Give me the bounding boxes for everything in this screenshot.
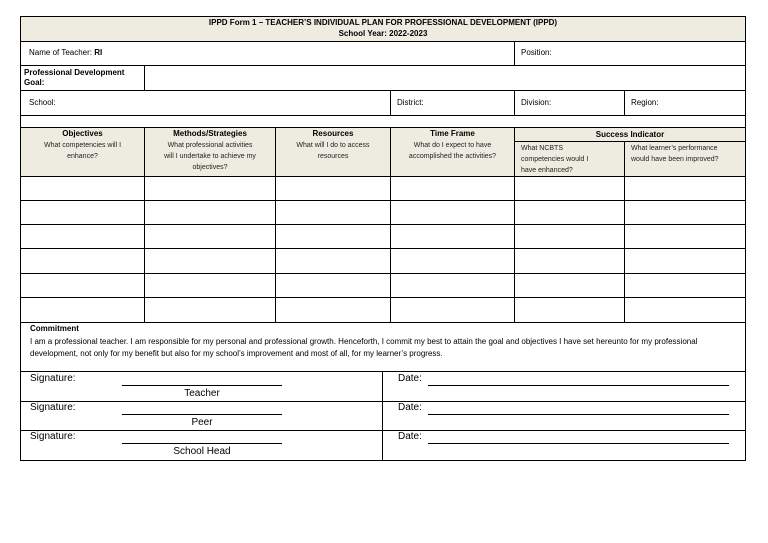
goal-label-line2: Goal: [24,78,45,87]
rule [20,176,746,177]
rule [390,90,391,115]
col-resources-title: Resources [312,129,354,138]
date-label-teacher: Date: [398,373,422,384]
rule [20,115,746,116]
col-resources-sub: What will I do to access [296,142,370,149]
date-label-school-head: Date: [398,431,422,442]
rule [624,90,625,115]
rule [20,65,746,66]
rule [514,141,746,142]
col-timeframe-sub: accomplished the activities? [408,153,497,160]
teacher-name-value: RI [94,48,103,57]
signature-role-teacher: Teacher [184,388,220,399]
rule [20,41,746,42]
rule [20,430,746,431]
col-timeframe-sub: What do I expect to have [413,142,492,149]
teacher-name-label: Name of Teacher: [29,48,92,57]
rule [514,127,515,322]
signature-line-school-head[interactable] [122,443,282,444]
col-learner-sub: would have been improved? [631,156,719,163]
rule [382,371,383,461]
signature-line-peer[interactable] [122,414,282,415]
col-objectives-sub: enhance? [67,153,98,160]
school-label: School: [29,98,56,107]
col-objectives-title: Objectives [62,129,103,138]
col-ncbts-sub: have enhanced? [521,167,573,174]
commitment-text: I am a professional teacher. I am responsible for my personal and professional growth. Henceforth, I commit my best to attain the goal and objectives I have set hereunto for my professional development, not only for my benefit but also for my school’s improvement and most of all, for my learner’s progress. [30,337,698,358]
rule [20,127,746,128]
rule [514,41,515,65]
date-line-peer[interactable] [428,414,729,415]
commitment-title: Commitment [30,324,79,333]
signature-role-peer: Peer [191,417,213,428]
rule [20,371,746,372]
rule [20,401,746,402]
signature-label-peer: Signature: [30,402,76,413]
rule [20,224,746,225]
signature-line-teacher[interactable] [122,385,282,386]
signature-label-school-head: Signature: [30,431,76,442]
col-methods-sub: What professional activities [167,142,253,149]
date-line-school-head[interactable] [428,443,729,444]
district-label: District: [397,98,424,107]
signature-role-school-head: School Head [173,446,231,457]
rule [20,248,746,249]
rule [20,200,746,201]
col-success-title: Success Indicator [595,130,665,139]
col-ncbts-sub: competencies would I [521,156,589,163]
form-title: IPPD Form 1 – TEACHER’S INDIVIDUAL PLAN FOR PROFESSIONAL DEVELOPMENT (IPPD) [208,18,558,27]
col-resources-sub: resources [317,153,349,160]
rule [144,65,145,90]
region-label: Region: [631,98,659,107]
signature-label-teacher: Signature: [30,373,76,384]
rule [20,322,746,323]
rule [20,297,746,298]
rule [20,90,746,91]
goal-label-line1: Professional Development [24,68,125,77]
rule [514,90,515,115]
col-learner-sub: What learner’s performance [631,145,718,152]
teacher-name-field[interactable] [29,48,102,58]
school-year: School Year: 2022-2023 [338,29,428,38]
col-objectives-sub: What competencies will I [43,142,122,149]
date-label-peer: Date: [398,402,422,413]
col-timeframe-title: Time Frame [430,129,475,138]
rule [624,141,625,322]
position-label: Position: [521,48,552,57]
division-label: Division: [521,98,552,107]
col-methods-sub: objectives? [192,164,228,171]
col-methods-title: Methods/Strategies [173,129,247,138]
rule [20,273,746,274]
col-methods-sub: will I undertake to achieve my [164,153,256,160]
date-line-teacher[interactable] [428,385,729,386]
col-ncbts-sub: What NCBTS [521,145,564,152]
